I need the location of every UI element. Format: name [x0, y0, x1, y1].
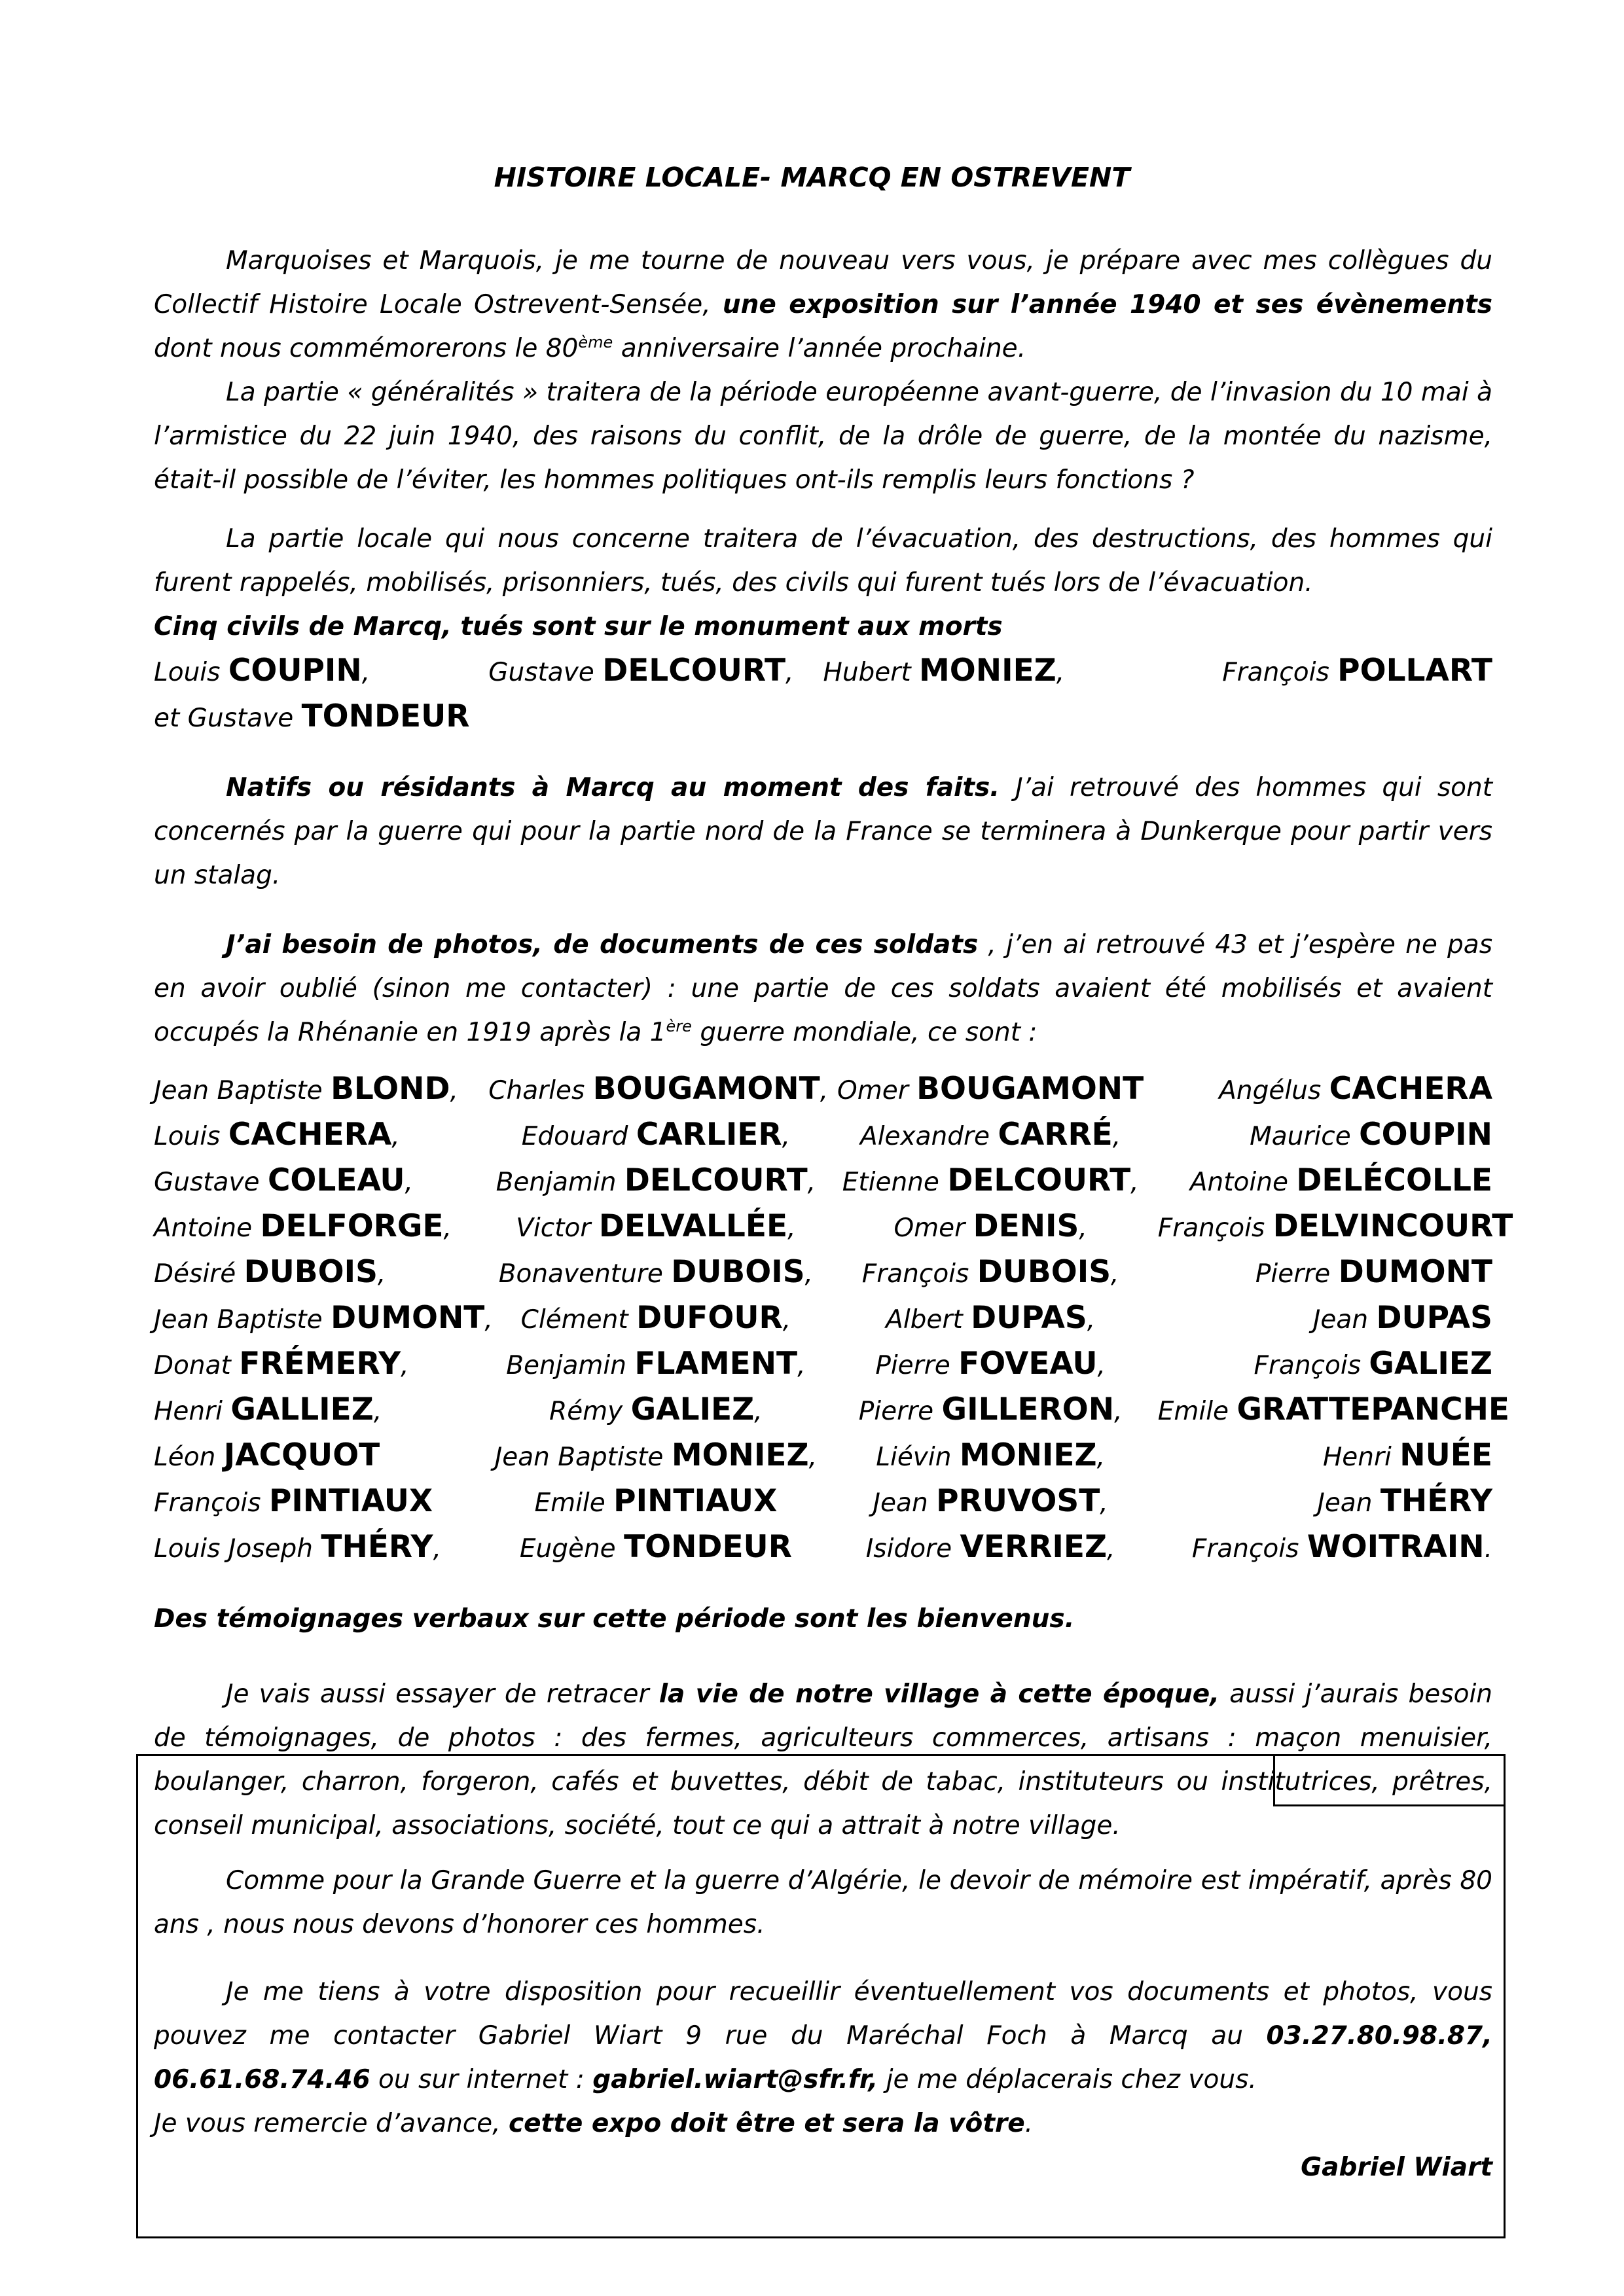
soldier-name: Jean PRUVOST,: [873, 1483, 1108, 1519]
civil-name: et Gustave TONDEUR: [154, 698, 470, 734]
soldier-name: François PINTIAUX: [154, 1483, 433, 1519]
contact-section: [154, 1970, 1492, 2189]
intro-section: [154, 239, 1492, 502]
soldier-name: Pierre DUMONT: [1255, 1254, 1492, 1290]
local-paragraph: La partie locale qui nous concerne traitera de l’évacuation, des destructions, des hommes qui furent rappelés, mobilisés, prisonniers, tués, des civils qui furent tués lors de l’évacuation.: [154, 524, 1492, 598]
soldier-name: Antoine DELFORGE,: [154, 1208, 452, 1244]
soldier-name: Henri NUÉE: [1322, 1437, 1492, 1473]
soldiers-row: [154, 1433, 1492, 1479]
signature: Gabriel Wiart: [1301, 2153, 1492, 2182]
soldier-name: Rémy GALIEZ,: [549, 1391, 763, 1427]
civil-name: François POLLART: [1222, 653, 1492, 689]
soldiers-row: [154, 1067, 1492, 1113]
soldier-name: Etienne DELCOURT,: [842, 1162, 1139, 1198]
village-paragraph: Je vais aussi essayer de retracer la vie de notre village à cette époque, aussi j’aurais besoin de témoignages, de photos : des fermes, agriculteurs commerces, artisans : maçon menuisier, boulanger, charron, forgeron, cafés et buvettes, débit de tabac, instituteurs ou institutrices, prêtres, conseil municipal, associations, société, tout ce qui a attrait à notre village.: [154, 1679, 1493, 1840]
soldier-name: Louis CACHERA,: [154, 1117, 400, 1153]
intro-paragraph: Marquoises et Marquois, je me tourne de nouveau vers vous, je prépare avec mes collègues du Collectif Histoire Locale Ostrevent-Sensée, une exposition sur l’année 1940 et ses évènements dont nous commémorerons le 80ème anniversaire l’année prochaine.: [154, 246, 1492, 363]
temoignages-section: [154, 1597, 1492, 1641]
soldier-name: Alexandre CARRÉ,: [860, 1117, 1121, 1153]
soldier-name: Benjamin FLAMENT,: [506, 1346, 806, 1382]
soldier-name: François WOITRAIN.: [1191, 1529, 1492, 1565]
soldiers-row: [154, 1388, 1492, 1433]
civil-name: Gustave DELCOURT,: [488, 653, 794, 689]
soldier-name: Edouard CARLIER,: [521, 1117, 791, 1153]
soldier-name: Jean DUPAS: [1312, 1300, 1492, 1336]
soldier-name: Maurice COUPIN: [1250, 1117, 1492, 1153]
natifs-paragraph: Natifs ou résidants à Marcq au moment des faits. J’ai retrouvé des hommes qui sont concernés par la guerre qui pour la partie nord de la France se terminera à Dunkerque pour partir vers un stalag.: [154, 773, 1493, 890]
soldier-name: Jean Baptiste DUMONT,: [154, 1300, 493, 1336]
soldier-name: François DUBOIS,: [861, 1254, 1119, 1290]
temoignages-line: Des témoignages verbaux sur cette période sont les bienvenus.: [154, 1604, 1075, 1634]
soldiers-row: [154, 1342, 1492, 1388]
photos-paragraph: J’ai besoin de photos, de documents de ces soldats , j’en ai retrouvé 43 et j’espère ne pas en avoir oublié (sinon me contacter) : une partie de ces soldats avaient été mobilisés et avaient occupés la Rhénanie en 1919 après la 1ère guerre mondiale, ce sont :: [154, 930, 1493, 1047]
soldier-name: Donat FRÉMERY,: [154, 1346, 409, 1382]
soldier-name: Emile PINTIAUX: [534, 1483, 778, 1519]
phone-2: 06.61.68.74.46: [154, 2065, 370, 2094]
soldier-name: Clément DUFOUR,: [520, 1300, 791, 1336]
soldier-name: Antoine DELÉCOLLE: [1189, 1162, 1492, 1198]
soldier-name: Omer DENIS,: [893, 1208, 1087, 1244]
contact-paragraph: Je me tiens à votre disposition pour recueillir éventuellement vos documents et photos, vous pouvez me contacter Gabriel Wiart 9 rue du Maréchal Foch à Marcq au 03.27.80.98.87, 06.61.68.74.46 ou sur internet : gabriel.wiart@sfr.fr, je me déplacerais chez vous.: [154, 1977, 1492, 2094]
soldier-name: Victor DELVALLÉE,: [516, 1208, 796, 1244]
soldier-name: Bonaventure DUBOIS,: [498, 1254, 813, 1290]
natifs-section: [154, 766, 1492, 897]
soldier-name: Eugène TONDEUR: [519, 1529, 792, 1565]
soldiers-row: [154, 1250, 1492, 1296]
soldier-name: Pierre GILLERON,: [858, 1391, 1123, 1427]
soldier-name: Emile GRATTEPANCHE: [1157, 1391, 1510, 1427]
village-section: [154, 1672, 1492, 1848]
soldier-name: Jean THÉRY: [1317, 1483, 1492, 1519]
thanks-line: Je vous remercie d’avance, cette expo doit être et sera la vôtre.: [154, 2109, 1034, 2138]
soldier-name: Benjamin DELCOURT,: [496, 1162, 816, 1198]
page-title: HISTOIRE LOCALE- MARCQ EN OSTREVENT: [494, 162, 1130, 193]
soldier-name: Omer BOUGAMONT: [837, 1071, 1144, 1107]
soldier-name: Désiré DUBOIS,: [154, 1254, 386, 1290]
soldier-name: Léon JACQUOT: [154, 1437, 380, 1473]
soldier-name: François GALIEZ: [1254, 1346, 1492, 1382]
soldier-name: Liévin MONIEZ,: [876, 1437, 1105, 1473]
soldier-name: Louis Joseph THÉRY,: [154, 1529, 441, 1565]
soldier-name: Gustave COLEAU,: [154, 1162, 413, 1198]
soldier-name: Henri GALLIEZ,: [154, 1391, 382, 1427]
civils-heading: Cinq civils de Marcq, tués sont sur le monument aux morts: [154, 612, 1003, 641]
soldier-name: Isidore VERRIEZ,: [865, 1529, 1115, 1565]
soldiers-row: [154, 1113, 1492, 1158]
soldier-name: Angélus CACHERA: [1219, 1071, 1492, 1107]
soldier-name: Charles BOUGAMONT,: [488, 1071, 829, 1107]
civil-name: Hubert MONIEZ,: [823, 653, 1065, 689]
soldiers-list: [154, 1067, 1513, 1571]
photos-section: [154, 923, 1492, 1054]
soldier-name: François DELVINCOURT: [1157, 1208, 1513, 1244]
soldier-name: Jean Baptiste MONIEZ,: [494, 1437, 817, 1473]
civil-name: Louis COUPIN,: [154, 653, 370, 689]
memoire-section: [154, 1859, 1492, 1946]
soldiers-row: [154, 1158, 1492, 1204]
soldier-name: Pierre FOVEAU,: [875, 1346, 1106, 1382]
soldier-name: Albert DUPAS,: [886, 1300, 1096, 1336]
soldiers-row: [154, 1479, 1492, 1525]
email-address[interactable]: gabriel.wiart@sfr.fr,: [592, 2065, 878, 2094]
soldiers-row: [154, 1296, 1492, 1342]
soldiers-row: [154, 1525, 1492, 1571]
phone-1: 03.27.80.98.87,: [1266, 2021, 1492, 2051]
local-section: [154, 517, 1492, 740]
soldiers-section: [154, 1067, 1513, 1571]
soldiers-row: [154, 1204, 1492, 1250]
civils-list: [154, 649, 1492, 740]
generalites-paragraph: La partie « généralités » traitera de la période européenne avant-guerre, de l’invasion du 10 mai à l’armistice du 22 juin 1940, des raisons du conflit, de la drôle de guerre, de la montée du nazisme, était-il possible de l’éviter, les hommes politiques ont-ils remplis leurs fonctions ?: [154, 378, 1492, 495]
memoire-paragraph: Comme pour la Grande Guerre et la guerre d’Algérie, le devoir de mémoire est impératif, après 80 ans , nous nous devons d’honorer ces hommes.: [154, 1866, 1492, 1939]
soldier-name: Jean Baptiste BLOND,: [154, 1071, 458, 1107]
